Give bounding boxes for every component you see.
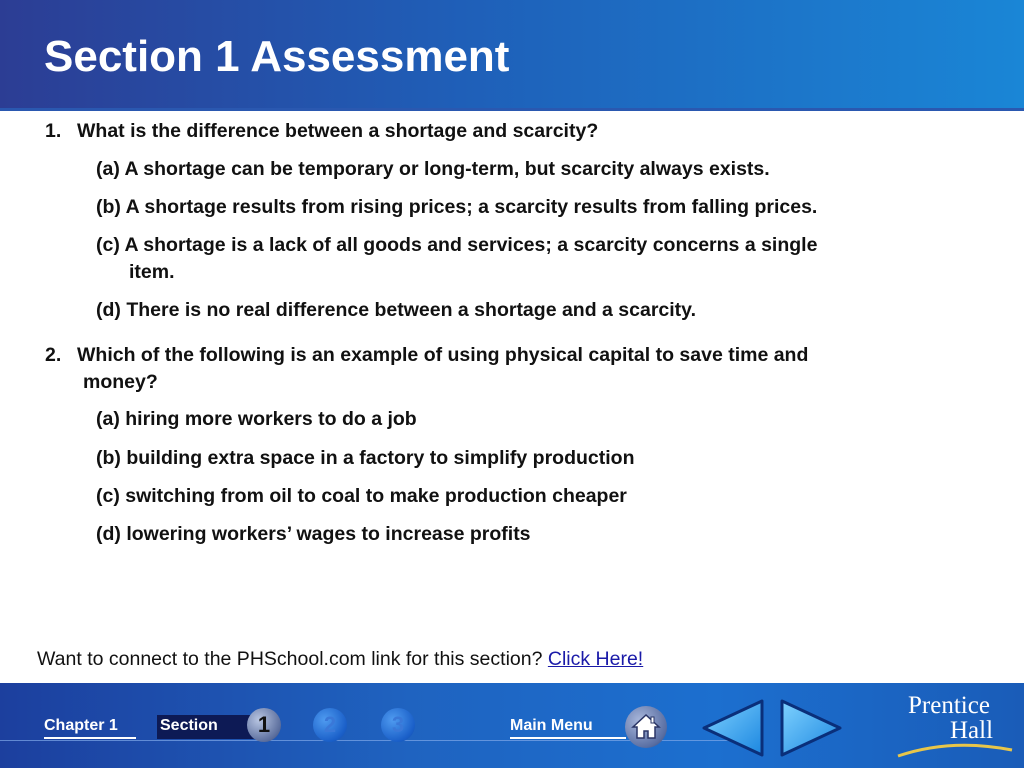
question-text-continued: money? <box>83 371 158 393</box>
section-1-button[interactable]: 1 <box>247 708 281 742</box>
question-2-option-b <box>96 445 956 472</box>
question-text: Which of the following is an example of using physical capital to save time and <box>77 344 809 366</box>
question-1-option-b <box>96 194 956 221</box>
chapter-link[interactable]: Chapter 1 <box>44 717 118 734</box>
option-text: (d) There is no real difference between a shortage and a scarcity. <box>96 299 696 321</box>
home-icon <box>625 706 667 748</box>
option-text: (a) A shortage can be temporary or long-term, but scarcity always exists. <box>96 158 770 180</box>
page-title: Section 1 Assessment <box>44 32 510 81</box>
question-1-option-c <box>96 232 956 286</box>
option-text-continued: item. <box>129 261 175 283</box>
option-text: (a) hiring more workers to do a job <box>96 408 417 430</box>
link-prompt: Want to connect to the PHSchool.com link for this section? <box>37 648 543 670</box>
option-text: (d) lowering workers’ wages to increase profits <box>96 523 531 545</box>
question-number: 1. <box>45 120 62 142</box>
header-divider <box>0 108 1024 111</box>
prentice-hall-logo <box>896 692 1014 758</box>
question-text: What is the difference between a shortage and scarcity? <box>77 120 599 142</box>
question-number: 2. <box>45 344 62 366</box>
section-2-button[interactable]: 2 <box>313 708 347 742</box>
option-text: (b) A shortage results from rising prices; a scarcity results from falling prices. <box>96 196 818 218</box>
logo-swoosh-icon <box>896 740 1014 758</box>
section-3-button[interactable]: 3 <box>381 708 415 742</box>
home-button[interactable] <box>625 706 667 748</box>
main-menu-underline <box>510 737 626 739</box>
main-menu-link[interactable]: Main Menu <box>510 717 593 734</box>
click-here-link[interactable]: Click Here! <box>547 648 644 670</box>
option-text: (c) switching from oil to coal to make production cheaper <box>96 485 627 507</box>
logo-line-1: Prentice <box>908 692 990 719</box>
question-1-option-a <box>96 156 956 183</box>
logo-line-2: Hall <box>950 717 994 744</box>
question-2-option-d <box>96 521 956 548</box>
next-arrow-icon[interactable] <box>778 697 844 759</box>
question-2-option-a <box>96 406 956 433</box>
question-2-option-c <box>96 483 956 510</box>
question-1 <box>45 118 955 145</box>
chapter-underline <box>44 737 136 739</box>
phschool-link-line <box>37 648 643 671</box>
question-2 <box>45 342 955 396</box>
option-text: (b) building extra space in a factory to simplify production <box>96 447 635 469</box>
previous-arrow-icon[interactable] <box>700 697 766 759</box>
option-text: (c) A shortage is a lack of all goods and services; a scarcity concerns a single <box>96 234 818 256</box>
question-1-option-d <box>96 297 956 324</box>
section-label: Section <box>160 717 218 734</box>
